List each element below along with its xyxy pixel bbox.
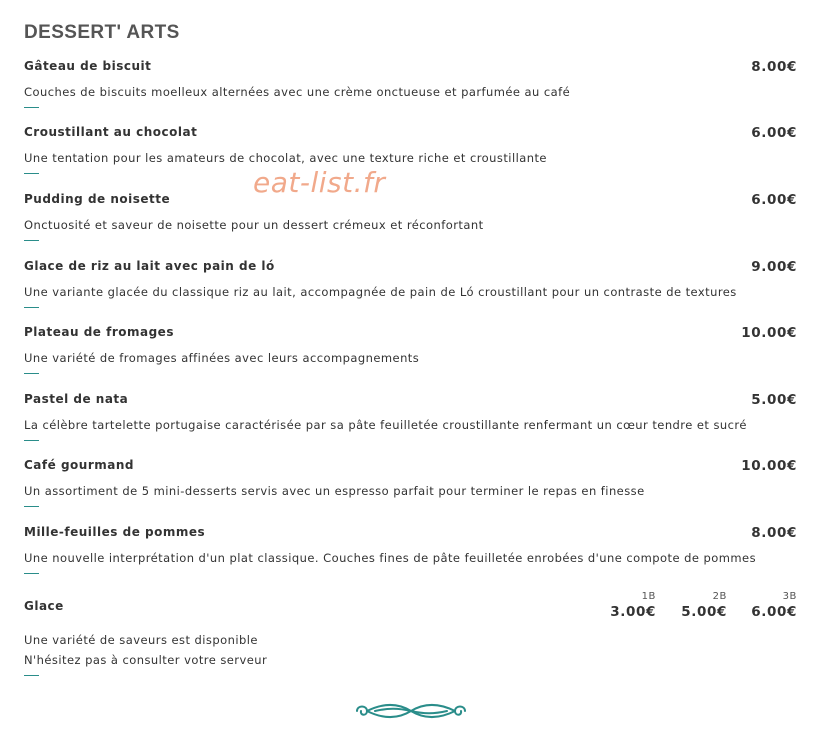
size-label: 1B bbox=[641, 591, 656, 602]
item-divider bbox=[24, 675, 39, 676]
watermark: eat-list.fr bbox=[253, 166, 386, 199]
item-description: Un assortiment de 5 mini-desserts servis avec un espresso parfait pour terminer le repas en finesse bbox=[24, 484, 645, 498]
item-description: Une tentation pour les amateurs de chocolat, avec une texture riche et croustillante bbox=[24, 151, 547, 165]
item-name: Glace de riz au lait avec pain de ló bbox=[24, 259, 275, 273]
item-price: 10.00€ bbox=[741, 458, 797, 474]
item-price: 5.00€ bbox=[751, 392, 797, 408]
item-price: 6.00€ bbox=[751, 125, 797, 141]
item-description: Une variante glacée du classique riz au lait, accompagnée de pain de Ló croustillant pour un contraste de textures bbox=[24, 285, 737, 299]
item-name: Plateau de fromages bbox=[24, 325, 174, 339]
item-name: Gâteau de biscuit bbox=[24, 59, 152, 73]
item-divider bbox=[24, 173, 39, 174]
item-divider bbox=[24, 440, 39, 441]
item-description: Couches de biscuits moelleux alternées avec une crème onctueuse et parfumée au café bbox=[24, 85, 571, 99]
item-name: Mille-feuilles de pommes bbox=[24, 525, 206, 539]
item-name: Café gourmand bbox=[24, 458, 134, 472]
item-price: 8.00€ bbox=[751, 59, 797, 75]
item-price: 9.00€ bbox=[751, 259, 797, 275]
item-description: La célèbre tartelette portugaise caractérisée par sa pâte feuilletée croustillante renfermant un cœur tendre et sucré bbox=[24, 418, 747, 432]
size-label: 2B bbox=[712, 591, 727, 602]
size-option bbox=[610, 590, 656, 621]
size-option bbox=[751, 590, 797, 621]
item-name: Pudding de noisette bbox=[24, 192, 171, 206]
flourish-divider-icon bbox=[353, 701, 469, 725]
size-option bbox=[681, 590, 727, 621]
item-divider bbox=[24, 573, 39, 574]
item-description: Une variété de fromages affinées avec leurs accompagnements bbox=[24, 351, 420, 365]
item-description: Onctuosité et saveur de noisette pour un dessert crémeux et réconfortant bbox=[24, 218, 484, 232]
item-divider bbox=[24, 506, 39, 507]
size-price: 3.00€ bbox=[610, 604, 656, 620]
section-title: DESSERT' ARTS bbox=[24, 22, 180, 43]
description-line: N'hésitez pas à consulter votre serveur bbox=[24, 653, 268, 667]
item-name: Pastel de nata bbox=[24, 392, 129, 406]
item-divider bbox=[24, 373, 39, 374]
item-description bbox=[24, 630, 267, 670]
item-divider bbox=[24, 240, 39, 241]
size-price: 5.00€ bbox=[681, 604, 727, 620]
item-name: Glace bbox=[24, 599, 64, 613]
size-label: 3B bbox=[782, 591, 797, 602]
item-price: 6.00€ bbox=[751, 192, 797, 208]
item-divider bbox=[24, 107, 39, 108]
item-divider bbox=[24, 307, 39, 308]
item-description: Une nouvelle interprétation d'un plat classique. Couches fines de pâte feuilletée enrobées d'une compote de pommes bbox=[24, 551, 757, 565]
item-price: 8.00€ bbox=[751, 525, 797, 541]
item-price: 10.00€ bbox=[741, 325, 797, 341]
item-name: Croustillant au chocolat bbox=[24, 125, 198, 139]
size-price: 6.00€ bbox=[751, 604, 797, 620]
description-line: Une variété de saveurs est disponible bbox=[24, 633, 258, 647]
